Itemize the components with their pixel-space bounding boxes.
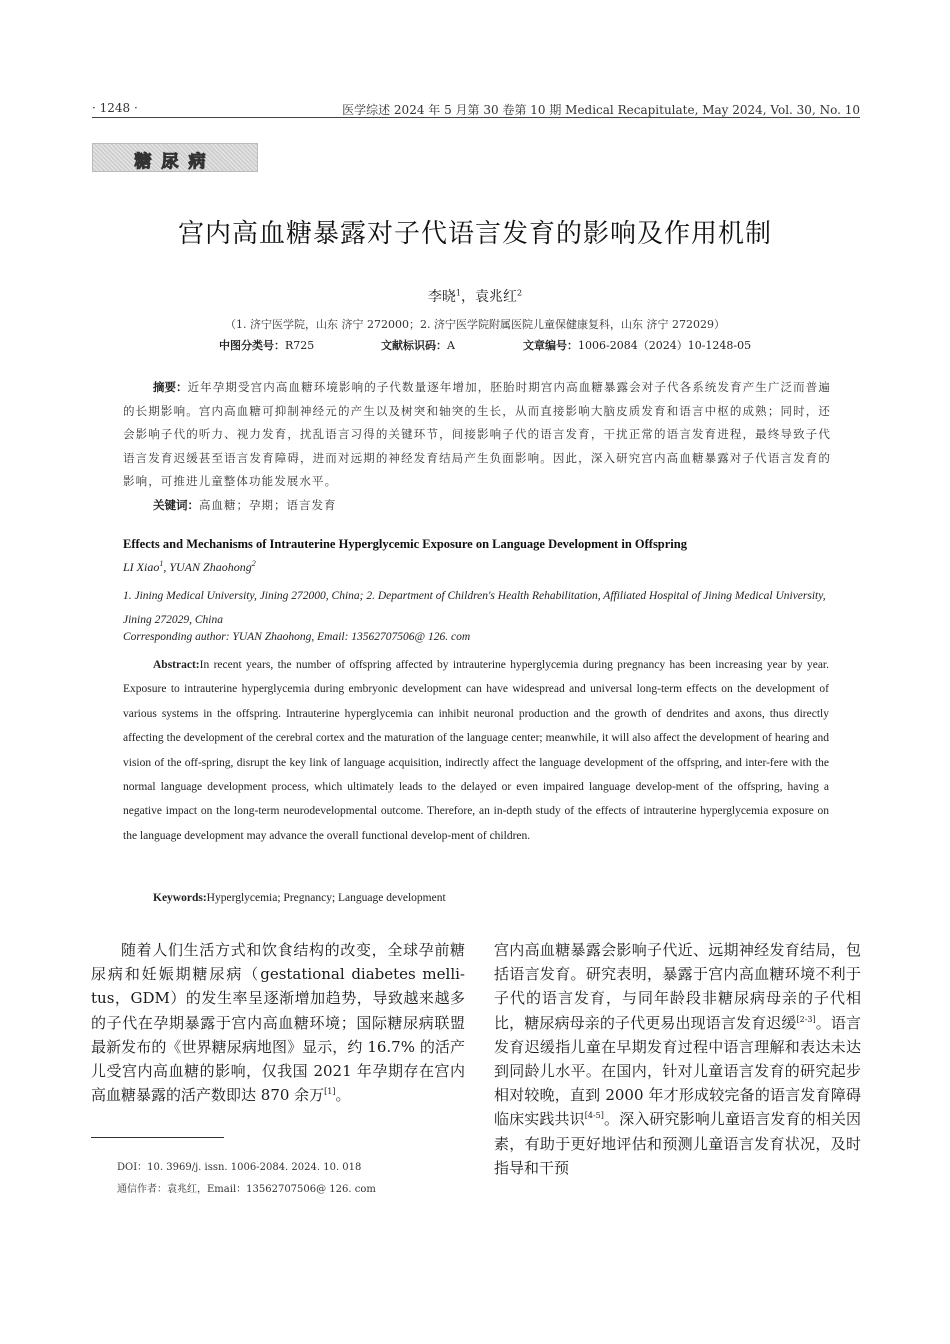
body-right-part-3: 。深入研究影响儿童语言发育的相关因素，有助于更好地评估和预测儿童语言发育状况，及时指导和干预 <box>494 1110 861 1177</box>
doc-code-value: A <box>447 339 455 352</box>
article-number-label: 文章编号： <box>523 339 578 352</box>
author-2: 袁兆红 <box>475 289 517 305</box>
english-author-1: LI Xiao <box>123 560 160 574</box>
citation-4-5[interactable]: [4-5] <box>584 1111 604 1121</box>
footnote-correspondence: 通信作者：袁兆红，Email：13562707506@ 126. com <box>117 1184 376 1195</box>
clc-value: R725 <box>285 339 315 352</box>
keywords-zh-text: 高血糖；孕期；语言发育 <box>199 498 337 512</box>
keywords-en-text: Hyperglycemia; Pregnancy; Language development <box>206 892 446 904</box>
abstract-zh <box>123 376 831 494</box>
keywords-en-label: Keywords: <box>153 892 207 904</box>
author-2-affil: 2 <box>517 288 523 298</box>
abstract-en-label: Abstract: <box>153 659 200 671</box>
body-right-part-2: 。语言发育迟缓指儿童在早期发育过程中语言理解和表达未达到同龄儿水平。在国内，针对儿童语言发育的研究起步相对较晚，直到 2000 年才形成较完备的语言发育障碍临床实践共识 <box>494 1013 861 1129</box>
footnote-rule <box>91 1137 224 1138</box>
body-right-part-1: 宫内高血糖暴露会影响子代近、远期神经发育结局，包括语言发育。研究表明，暴露于宫内高血糖环境不利于子代的语言发育，与同年龄段非糖尿病母亲的子代相比，糖尿病母亲的子代更易出现语言发育迟缓 <box>494 941 861 1032</box>
english-author-2-affil: 2 <box>251 559 256 568</box>
body-right-column <box>494 938 861 1180</box>
article-number-value: 1006-2084（2024）10-1248-05 <box>578 339 752 352</box>
clc-label: 中图分类号： <box>219 339 285 352</box>
abstract-zh-text: 近年孕期受宫内高血糖环境影响的子代数量逐年增加，胚胎时期宫内高血糖暴露会对子代各系统发育产生广泛而普遍的长期影响。宫内高血糖可抑制神经元的产生以及树突和轴突的生长，从而直接影响大脑皮质发育和语言中枢的成熟；同时，还会影响子代的听力、视力发育，扰乱语言习得的关键环节，间接影响子代的语言发育，干扰正常的语言发育进程，最终导致子代语言发育迟缓甚至语言发育障碍，进而对远期的神经发育结局产生负面影响。因此，深入研究宫内高血糖暴露对子代语言发育的影响，可推进儿童整体功能发展水平。 <box>123 380 832 489</box>
english-authors <box>123 560 256 575</box>
body-left-paragraph: 随着人们生活方式和饮食结构的改变，全球孕前糖尿病和妊娠期糖尿病（gestational diabetes melli-tus，GDM）的发生率呈逐渐增加趋势，导致越来越多的子代在孕期暴露于宫内高血糖环境；国际糖尿病联盟最新发布的《世界糖尿病地图》显示，约 16.7% 的活产儿受宫内高血糖的影响，仅我国 2021 年孕期存在宫内高血糖暴露的活产数即达 870 余万 <box>91 941 465 1105</box>
keywords-en <box>153 892 446 904</box>
english-affiliations: 1. Jining Medical University, Jining 272000, China; 2. Department of Children's Health Rehabilitation, Affiliated Hospital of Jining Medical University, Jining 272029, China <box>123 590 826 626</box>
english-author-1-affil: 1 <box>159 559 164 568</box>
body-left-column <box>91 938 465 1107</box>
doc-code <box>381 337 455 353</box>
header-rule <box>92 117 860 118</box>
affiliations: （1. 济宁医学院，山东 济宁 272000；2. 济宁医学院附属医院儿童保健康复科，山东 济宁 272029） <box>225 318 725 331</box>
section-banner <box>92 143 258 172</box>
page-number: · 1248 · <box>92 101 138 115</box>
author-1-affil: 1 <box>455 288 461 298</box>
english-author-separator: , <box>163 560 170 574</box>
abstract-en <box>123 653 829 848</box>
article-number <box>523 337 751 353</box>
author-separator: ， <box>461 289 475 305</box>
body-left-end: 。 <box>335 1086 351 1105</box>
english-author-2: YUAN Zhaohong <box>169 560 252 574</box>
clc-number <box>219 337 314 353</box>
section-label: 糖尿病 <box>134 152 216 172</box>
citation-2-3[interactable]: [2-3] <box>796 1014 816 1024</box>
author-list <box>0 286 950 306</box>
footnote-doi: DOI：10. 3969/j. issn. 1006-2084. 2024. 10. 018 <box>117 1162 362 1173</box>
corresponding-author: Corresponding author: YUAN Zhaohong, Email: 13562707506@ 126. com <box>123 631 471 643</box>
abstract-zh-label: 摘要： <box>153 380 188 394</box>
author-1: 李晓 <box>427 289 456 305</box>
journal-header: 医学综述 2024 年 5 月第 30 卷第 10 期 Medical Recapitulate, May 2024, Vol. 30, No. 10 <box>342 103 860 117</box>
citation-1[interactable]: [1] <box>324 1087 336 1097</box>
abstract-en-text: In recent years, the number of offspring affected by intrauterine hyperglycemia during pregnancy has been increasing year by year. Exposure to intrauterine hyperglycemia during embryonic development can have widespread and universal long-term effects on the development of various systems in the offspring. Intrauterine hyperglycemia can inhibit neuronal production and the growth of dendrites and axons, thus directly affecting the development of the cerebral cortex and the maturation of the language center; meanwhile, it will also affect the development of hearing and vision of the off-spring, disrupt the key link of language acquisition, indirectly affect the language development of the offspring, and inter-fere with the normal language development process, which ultimately leads to the delayed or even impaired language develop-ment of the offspring, having a negative impact on the long-term neurodevelopmental outcome. Therefore, an in-depth study of the effects of intrauterine hyperglycemia exposure on the language development may advance the overall functional develop-ment of children. <box>123 659 829 842</box>
doc-code-label: 文献标识码： <box>381 339 447 352</box>
english-title: Effects and Mechanisms of Intrauterine Hyperglycemic Exposure on Language Development in Offspring <box>123 537 687 551</box>
keywords-zh-label: 关键词： <box>153 498 199 512</box>
keywords-zh <box>153 497 337 513</box>
article-title: 宫内高血糖暴露对子代语言发育的影响及作用机制 <box>177 219 772 249</box>
